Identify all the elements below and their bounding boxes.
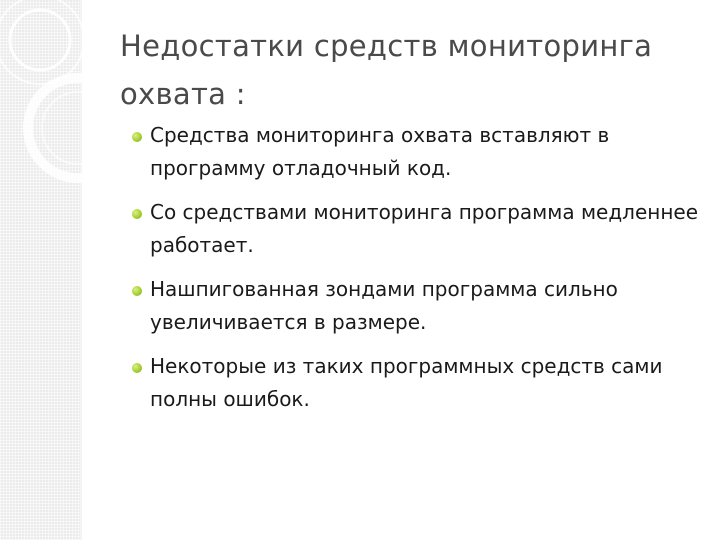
green-dot-bullet-icon bbox=[132, 363, 142, 373]
bullet-item bbox=[132, 350, 702, 416]
green-dot-bullet-icon bbox=[132, 209, 142, 219]
slide-title: Недостатки средств мониторинга охвата : bbox=[120, 29, 653, 111]
arc-decoration-icon bbox=[0, 0, 120, 200]
bullet-item bbox=[132, 196, 702, 262]
bullet-text: Нашпигованная зондами программа сильно увеличивается в размере. bbox=[150, 277, 618, 334]
bullet-text: Средства мониторинга охвата вставляют в программу отладочный код. bbox=[150, 123, 610, 180]
bullet-item bbox=[132, 119, 702, 185]
bullet-list bbox=[132, 119, 702, 427]
bullet-text: Некоторые из таких программных средств сами полны ошибок. bbox=[150, 354, 663, 411]
green-dot-bullet-icon bbox=[132, 132, 142, 142]
bullet-item bbox=[132, 273, 702, 339]
bullet-text: Со средствами мониторинга программа медленнее работает. bbox=[150, 200, 699, 257]
green-dot-bullet-icon bbox=[132, 286, 142, 296]
